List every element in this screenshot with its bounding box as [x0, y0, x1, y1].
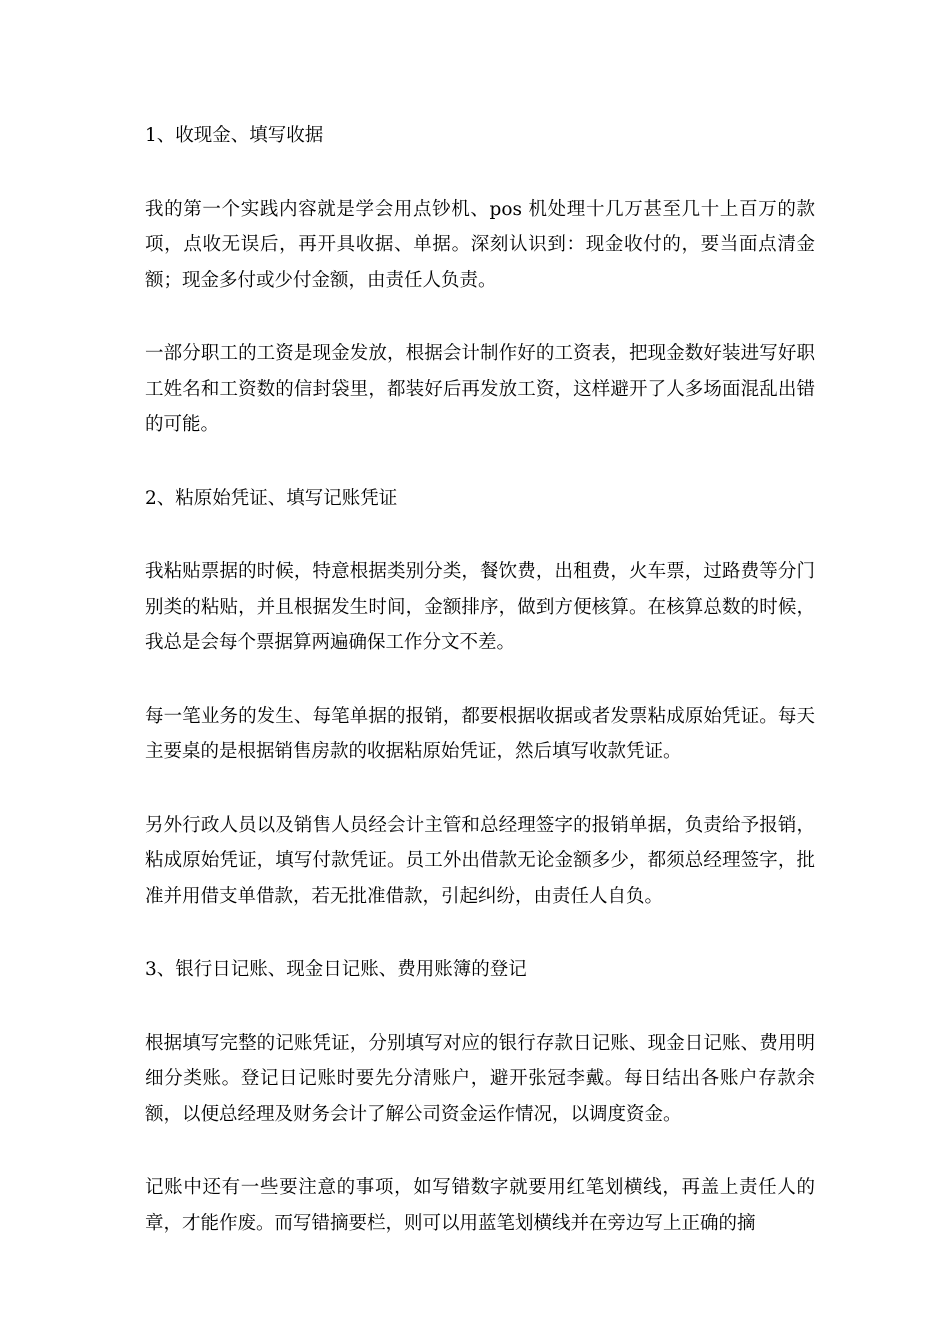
paragraph: 我粘贴票据的时候，特意根据类别分类，餐饮费，出租费，火车票，过路费等分门别类的粘贴，并且根据发生时间，金额排序，做到方便核算。在核算总数的时候，我总是会每个票据算两遍确保工作分文不差。: [145, 561, 815, 653]
section-heading-1: 1、收现金、填写收据: [145, 125, 324, 146]
paragraph: 根据填写完整的记账凭证，分别填写对应的银行存款日记账、现金日记账、费用明细分类账。登记日记账时要先分清账户，避开张冠李戴。每日结出各账户存款余额，以便总经理及财务会计了解公司资金运作情况，以调度资金。: [145, 1032, 815, 1125]
paragraph: 一部分职工的工资是现金发放，根据会计制作好的工资表，把现金数好装进写好职工姓名和工资数的信封袋里，都装好后再发放工资，这样避开了人多场面混乱出错的可能。: [145, 343, 815, 435]
section-heading-3: 3、银行日记账、现金日记账、费用账簿的登记: [145, 959, 527, 980]
paragraph: 另外行政人员以及销售人员经会计主管和总经理签字的报销单据，负责给予报销，粘成原始凭证，填写付款凭证。员工外出借款无论金额多少，都须总经理签字，批准并用借支单借款，若无批准借款，引起纠纷，由责任人自负。: [145, 814, 815, 907]
paragraph: 记账中还有一些要注意的事项，如写错数字就要用红笔划横线，再盖上责任人的章，才能作废。而写错摘要栏，则可以用蓝笔划横线并在旁边写上正确的摘: [145, 1177, 815, 1234]
document-body: [145, 118, 815, 1279]
paragraph: 每一笔业务的发生、每笔单据的报销，都要根据收据或者发票粘成原始凭证。每天主要桌的是根据销售房款的收据粘原始凭证，然后填写收款凭证。: [145, 705, 815, 762]
paragraph: 我的第一个实践内容就是学会用点钞机、pos 机处理十几万甚至几十上百万的款项，点收无误后，再开具收据、单据。深刻认识到：现金收付的，要当面点清金额；现金多付或少付金额，由责任人负责。: [145, 198, 815, 291]
section-heading-2: 2、粘原始凭证、填写记账凭证: [145, 487, 398, 509]
